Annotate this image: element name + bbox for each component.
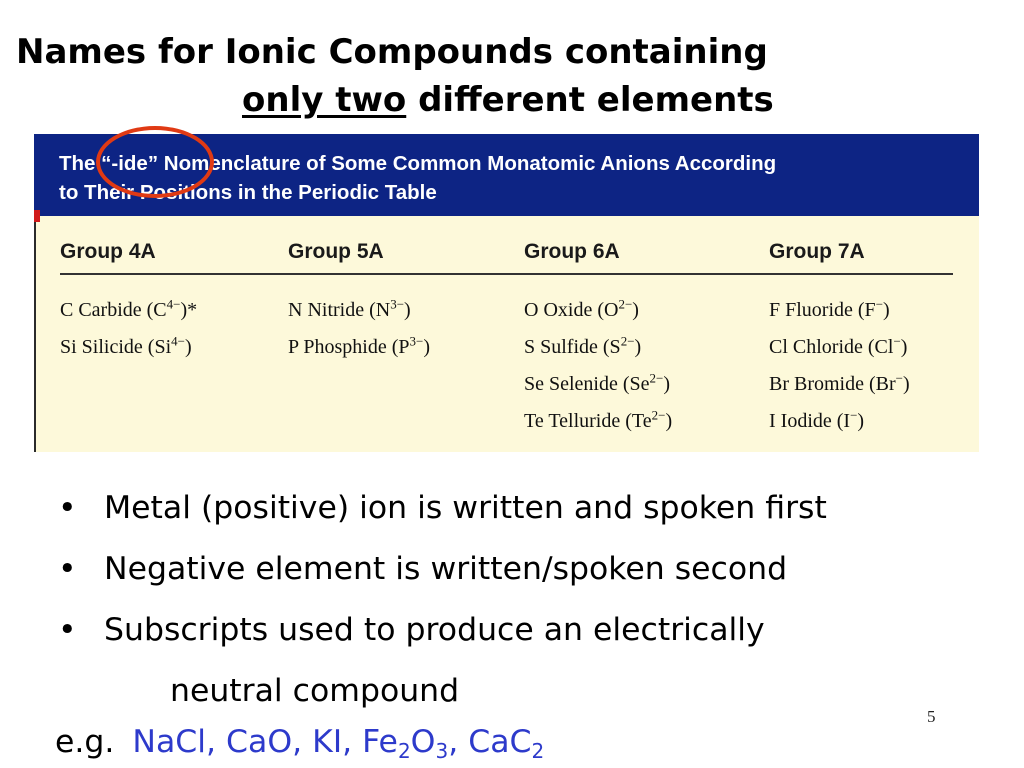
formula-text: , CaC: [448, 724, 532, 760]
bullet-item: [58, 539, 1008, 600]
anion-name: Br Bromide (Br: [769, 373, 896, 395]
anion-cell: [288, 292, 430, 329]
example-line: [55, 717, 544, 767]
anion-suffix: ): [404, 299, 411, 321]
page-number: 5: [927, 707, 936, 726]
anion-name: O Oxide (O: [524, 299, 619, 321]
red-marker: [34, 210, 40, 222]
anion-name: Cl Chloride (Cl: [769, 336, 894, 358]
ion-charge: 2−: [649, 370, 664, 386]
formula-subscript: 2: [531, 739, 545, 763]
bullet-dot: •: [58, 612, 77, 648]
bullet-list: [58, 478, 1008, 722]
bullet-dot: •: [58, 490, 77, 526]
group-header: Group 4A: [60, 240, 156, 263]
group-column-4a: [60, 292, 197, 366]
ion-charge: 3−: [390, 296, 405, 312]
group-column-5a: [288, 292, 430, 366]
bullet-dot: •: [58, 551, 77, 587]
anion-suffix: ): [663, 373, 671, 395]
ion-charge: 2−: [620, 333, 635, 349]
ion-charge: −: [893, 333, 901, 349]
ion-charge: 2−: [651, 407, 666, 423]
formula-text: O: [410, 724, 436, 760]
group-header: Group 5A: [288, 240, 384, 263]
group-column-7a: [769, 292, 910, 440]
example-label: e.g.: [55, 724, 115, 760]
header-rule: [60, 273, 953, 275]
ion-charge: −: [895, 370, 903, 386]
anion-name: Te Telluride (Te: [524, 410, 652, 432]
anion-cell: [524, 292, 672, 329]
bullet-item: [58, 478, 1008, 539]
anion-name: N Nitride (N: [288, 299, 391, 321]
anion-cell: [60, 292, 197, 329]
anion-name: Si Silicide (Si: [60, 336, 172, 358]
title-line-1: Names for Ionic Compounds containing: [16, 32, 768, 72]
title-emphasis: only two: [242, 80, 407, 120]
ion-charge: 4−: [171, 333, 185, 349]
group-header: Group 6A: [524, 240, 620, 263]
anion-name: C Carbide (C: [60, 299, 167, 321]
anion-suffix: ): [903, 373, 910, 395]
anion-name: I Iodide (I: [769, 410, 851, 432]
anion-name: Se Selenide (Se: [524, 373, 650, 395]
anion-suffix: ): [883, 299, 890, 321]
anion-cell: [288, 329, 430, 366]
bullet-continuation: neutral compound: [170, 673, 460, 709]
anion-suffix: ): [632, 299, 639, 321]
bullet-text: Negative element is written/spoken second: [104, 551, 788, 587]
anion-cell: [769, 403, 910, 440]
anion-suffix: ): [857, 410, 865, 432]
formula-subscript: 3: [435, 739, 449, 763]
slide-title: [16, 28, 1016, 124]
highlight-circle: [96, 126, 214, 198]
formula-subscript: 2: [397, 739, 411, 763]
ion-charge: 4−: [166, 296, 181, 312]
bullet-text: Metal (positive) ion is written and spoken first: [104, 490, 827, 526]
anion-name: F Fluoride (F: [769, 299, 876, 321]
formula-text: NaCl, CaO, KI, Fe: [132, 724, 398, 760]
title-line-2-rest: different elements: [418, 80, 774, 120]
anion-cell: [769, 292, 910, 329]
anion-name: P Phosphide (P: [288, 336, 410, 358]
ion-charge: −: [875, 296, 884, 312]
title-line-2: [16, 76, 1016, 124]
table-caption-line-1: The “-ide” Nomenclature of Some Common Monatomic Anions According: [59, 152, 777, 175]
bullet-item: [58, 600, 1008, 661]
anion-cell: [524, 329, 672, 366]
anion-suffix: ): [184, 336, 192, 358]
ion-charge: 3−: [409, 333, 424, 349]
anion-suffix: )*: [180, 299, 198, 321]
anion-cell: [524, 403, 672, 440]
anion-suffix: ): [423, 336, 431, 358]
anion-suffix: ): [634, 336, 642, 358]
anion-name: S Sulfide (S: [524, 336, 621, 358]
anion-cell: [524, 366, 672, 403]
group-column-6a: [524, 292, 672, 440]
anion-suffix: ): [900, 336, 908, 358]
bullet-text: Subscripts used to produce an electrically: [104, 612, 765, 648]
anion-cell: [769, 329, 910, 366]
table-caption-line-2: to Their Positions in the Periodic Table: [59, 181, 437, 204]
anion-cell: [769, 366, 910, 403]
ion-charge: −: [850, 407, 858, 423]
example-formulas: [132, 724, 545, 763]
table-left-edge: [34, 216, 36, 452]
anion-cell: [60, 329, 197, 366]
anion-suffix: ): [665, 410, 673, 432]
ion-charge: 2−: [618, 296, 633, 312]
group-header: Group 7A: [769, 240, 865, 263]
